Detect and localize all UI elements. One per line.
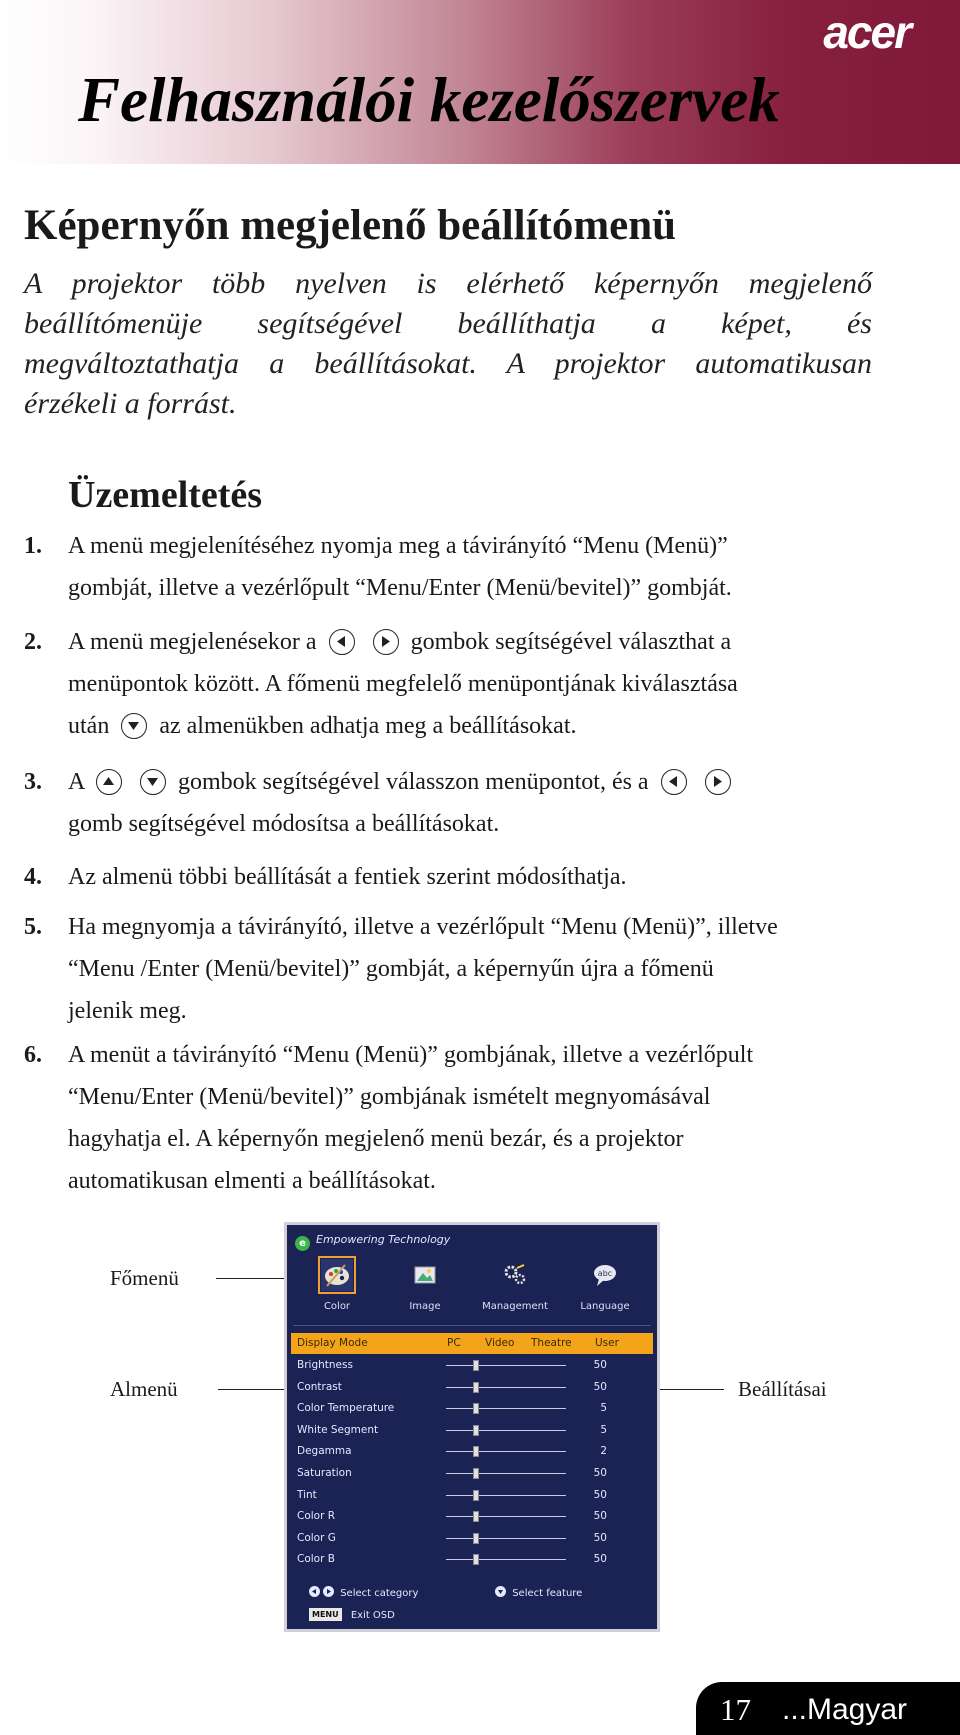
- osd-footer-text: Select feature: [512, 1588, 583, 1599]
- gears-icon: [499, 1259, 531, 1291]
- osd-slider-thumb[interactable]: [473, 1554, 479, 1565]
- step-text: gombját, illetve a vezérlőpult “Menu/Enter (Menü/bevitel)” gombját.: [68, 575, 732, 601]
- osd-setting-row[interactable]: [291, 1463, 653, 1484]
- osd-setting-row[interactable]: [291, 1485, 653, 1506]
- osd-row-label: Color R: [297, 1510, 336, 1523]
- callout-main-menu: Főmenü: [110, 1266, 179, 1290]
- osd-main-menu: [287, 1259, 657, 1321]
- page-title: Felhasználói kezelőszervek: [78, 65, 780, 135]
- osd-setting-row[interactable]: [291, 1506, 653, 1527]
- step-text: Az almenü többi beállítását a fentiek szerint módosíthatja.: [68, 864, 627, 890]
- osd-row-value: 50: [593, 1553, 607, 1566]
- osd-row-label: Color Temperature: [297, 1402, 395, 1415]
- osd-slider-thumb[interactable]: [473, 1382, 479, 1393]
- down-arrow-icon: [495, 1586, 506, 1597]
- svg-text:abc: abc: [597, 1269, 613, 1278]
- osd-setting-row[interactable]: [291, 1528, 653, 1549]
- osd-slider-thumb[interactable]: [473, 1533, 479, 1544]
- right-arrow-button-icon: [373, 629, 399, 655]
- osd-row-value: 50: [593, 1380, 607, 1393]
- osd-slider-thumb[interactable]: [473, 1468, 479, 1479]
- display-mode-option[interactable]: PC: [447, 1337, 461, 1349]
- step-5: [24, 906, 924, 1032]
- callout-settings: Beállításai: [738, 1377, 827, 1401]
- step-text: “Menu /Enter (Menü/bevitel)” gombját, a képernyűn újra a főmenü: [68, 956, 714, 982]
- intro-line: A projektor több nyelven is elérhető képernyőn megjelenő: [24, 267, 872, 300]
- osd-slider-thumb[interactable]: [473, 1360, 479, 1371]
- intro-line: megváltoztathatja a beállításokat. A projektor automatikusan: [24, 347, 872, 380]
- osd-footer-text: Exit OSD: [350, 1610, 395, 1621]
- step-text: után: [68, 713, 110, 739]
- display-mode-option[interactable]: Theatre: [531, 1337, 572, 1349]
- step-text: Ha megnyomja a távirányító, illetve a vezérlőpult “Menu (Menü)”, illetve: [68, 914, 778, 940]
- down-arrow-button-icon: [121, 713, 147, 739]
- osd-setting-row[interactable]: [291, 1441, 653, 1462]
- step-text: automatikusan elmenti a beállításokat.: [68, 1168, 436, 1194]
- osd-row-label: White Segment: [297, 1423, 379, 1436]
- step-number: 3.: [24, 769, 42, 795]
- osd-row-label: Contrast: [297, 1380, 342, 1393]
- osd-divider: [293, 1325, 651, 1326]
- osd-row-value: 50: [593, 1510, 607, 1523]
- osd-slider-track[interactable]: [446, 1559, 566, 1560]
- display-mode-option[interactable]: User: [595, 1337, 619, 1349]
- intro-line: érzékeli a forrást.: [24, 387, 237, 420]
- step-text: gomb segítségével módosítsa a beállításokat.: [68, 811, 500, 837]
- up-arrow-button-icon: [96, 769, 122, 795]
- osd-slider-thumb[interactable]: [473, 1446, 479, 1457]
- osd-menu-screenshot: [284, 1222, 660, 1632]
- osd-setting-row[interactable]: [291, 1398, 653, 1419]
- osd-brand-text: Empowering Technology: [316, 1233, 451, 1246]
- empowering-logo-icon: e: [295, 1236, 310, 1251]
- osd-tab-color[interactable]: [297, 1259, 377, 1321]
- step-text: gombok segítségével választhat a: [410, 629, 732, 655]
- osd-tab-image[interactable]: [385, 1259, 465, 1321]
- intro-line: beállítómenüje segítségével beállíthatja a képet, és: [24, 307, 872, 340]
- osd-slider-track[interactable]: [446, 1365, 566, 1366]
- down-arrow-button-icon: [140, 769, 166, 795]
- osd-row-label: Brightness: [297, 1359, 353, 1371]
- step-1: [24, 525, 924, 609]
- acer-logo: acer: [823, 6, 910, 58]
- step-number: 4.: [24, 864, 42, 890]
- osd-row-label: Display Mode: [297, 1337, 368, 1349]
- osd-slider-thumb[interactable]: [473, 1403, 479, 1414]
- osd-slider-track[interactable]: [446, 1516, 566, 1517]
- step-4: [24, 856, 924, 898]
- step-number: 5.: [24, 914, 42, 940]
- osd-setting-row[interactable]: [291, 1355, 653, 1376]
- step-6: [24, 1034, 924, 1202]
- osd-slider-track[interactable]: [446, 1451, 566, 1452]
- osd-footer-select-category: [309, 1586, 418, 1602]
- osd-setting-row[interactable]: [291, 1377, 653, 1398]
- osd-footer-text: Select category: [340, 1588, 419, 1599]
- osd-footer-select-feature: [495, 1586, 582, 1602]
- osd-tab-language[interactable]: [565, 1259, 645, 1321]
- osd-slider-track[interactable]: [446, 1495, 566, 1496]
- step-text: A menü megjelenésekor a: [68, 629, 317, 655]
- operation-title: Üzemeltetés: [68, 474, 263, 516]
- osd-row-value: 2: [600, 1445, 607, 1458]
- osd-row-value: 50: [593, 1467, 607, 1479]
- osd-row-value: 5: [600, 1423, 607, 1436]
- osd-row-value: 50: [593, 1359, 607, 1371]
- step-text-line: [68, 621, 924, 663]
- step-2: [24, 621, 924, 747]
- osd-footer-exit: [309, 1608, 395, 1624]
- step-text: A menüt a távirányító “Menu (Menü)” gombjának, illetve a vezérlőpult: [68, 1042, 754, 1068]
- left-arrow-button-icon: [661, 769, 687, 795]
- page-number-tab: [696, 1682, 960, 1735]
- osd-tab-management[interactable]: [475, 1259, 555, 1321]
- step-number: 6.: [24, 1042, 42, 1068]
- osd-slider-thumb[interactable]: [473, 1511, 479, 1522]
- palette-icon: [321, 1259, 353, 1291]
- display-mode-option[interactable]: Video: [485, 1337, 515, 1349]
- callout-submenu: Almenü: [110, 1377, 178, 1401]
- step-3: [24, 761, 924, 845]
- osd-slider-thumb[interactable]: [473, 1490, 479, 1501]
- right-arrow-button-icon: [705, 769, 731, 795]
- osd-row-label: Tint: [297, 1488, 317, 1501]
- step-number: 2.: [24, 629, 42, 655]
- osd-row-label: Degamma: [297, 1445, 352, 1458]
- step-text: “Menu/Enter (Menü/bevitel)” gombjának ismételt megnyomásával: [68, 1084, 711, 1110]
- step-text-line: [68, 761, 924, 803]
- osd-slider-track[interactable]: [446, 1408, 566, 1409]
- osd-display-mode-row[interactable]: [291, 1333, 653, 1354]
- step-text: jelenik meg.: [68, 998, 187, 1024]
- osd-tab-label: Language: [580, 1301, 630, 1312]
- step-text: gombok segítségével válasszon menüpontot, és a: [178, 769, 649, 795]
- right-arrow-icon: [323, 1586, 334, 1597]
- page-language: ...Magyar: [782, 1693, 908, 1726]
- osd-row-label: Color B: [297, 1553, 335, 1566]
- menu-key-icon: MENU: [309, 1608, 342, 1621]
- speech-bubble-icon: [589, 1259, 621, 1291]
- step-text-line: [68, 705, 924, 747]
- osd-tab-label: Image: [409, 1301, 441, 1312]
- osd-tab-label: Color: [323, 1301, 351, 1312]
- intro-paragraph: [24, 264, 872, 424]
- osd-slider-track[interactable]: [446, 1430, 566, 1431]
- page-number: 17: [720, 1692, 751, 1727]
- step-number: 1.: [24, 533, 42, 559]
- osd-slider-thumb[interactable]: [473, 1425, 479, 1436]
- section-title: Képernyőn megjelenő beállítómenü: [24, 202, 677, 249]
- step-text: hagyhatja el. A képernyőn megjelenő menü bezár, és a projektor: [68, 1126, 684, 1152]
- osd-slider-track[interactable]: [446, 1387, 566, 1388]
- left-arrow-icon: [309, 1586, 320, 1597]
- osd-row-label: Color G: [297, 1531, 336, 1544]
- osd-row-value: 50: [593, 1531, 607, 1544]
- step-text: az almenükben adhatja meg a beállításokat.: [159, 713, 577, 739]
- step-text: A menü megjelenítéséhez nyomja meg a távirányító “Menu (Menü)”: [68, 533, 728, 559]
- osd-slider-track[interactable]: [446, 1473, 566, 1474]
- osd-slider-track[interactable]: [446, 1538, 566, 1539]
- osd-row-label: Saturation: [297, 1467, 352, 1479]
- osd-brand: [295, 1231, 450, 1249]
- step-text: menüpontok között. A főmenü megfelelő menüpontjának kiválasztása: [68, 671, 738, 697]
- osd-row-value: 5: [600, 1402, 607, 1415]
- left-arrow-button-icon: [329, 629, 355, 655]
- osd-setting-row[interactable]: [291, 1420, 653, 1441]
- osd-setting-row[interactable]: [291, 1549, 653, 1570]
- osd-row-value: 50: [593, 1488, 607, 1501]
- osd-tab-label: Management: [482, 1301, 548, 1312]
- picture-icon: [409, 1259, 441, 1291]
- step-text: A: [68, 769, 85, 795]
